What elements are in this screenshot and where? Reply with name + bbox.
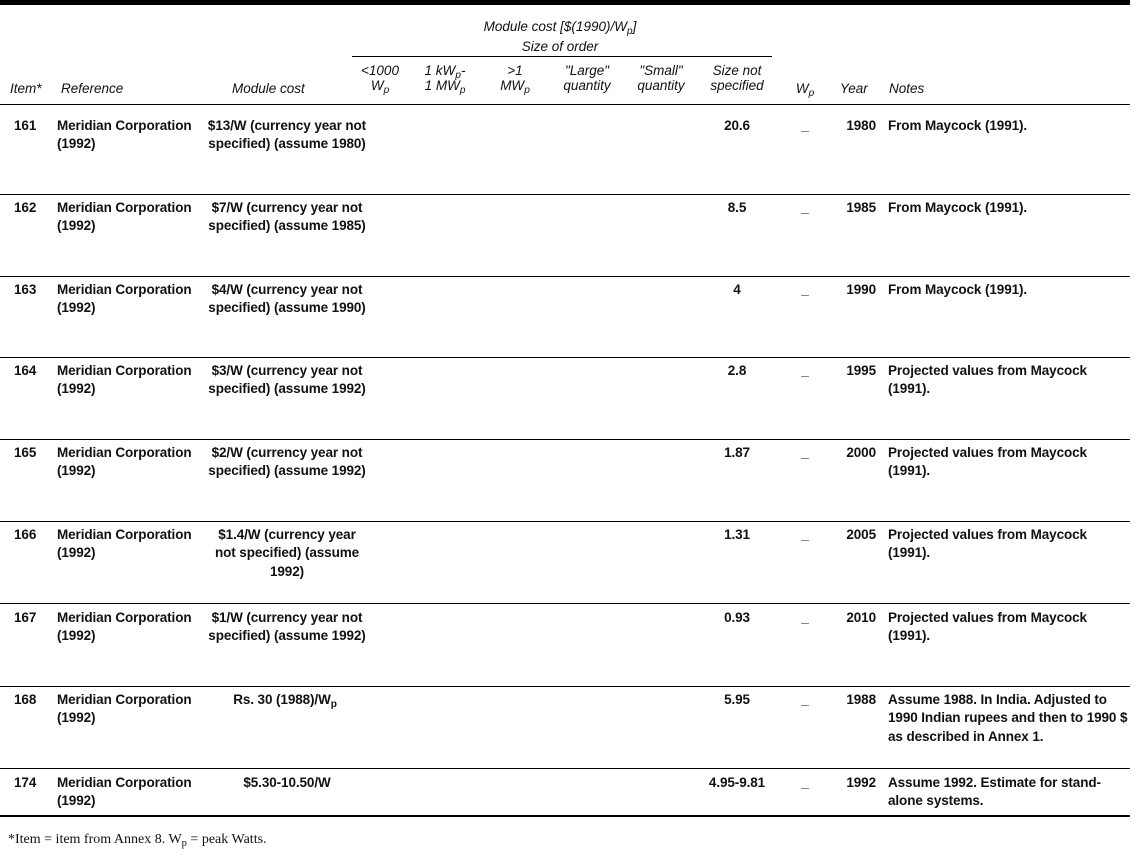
row-rule [0,194,1130,195]
module-cost: $13/W (currency year not specified) (assume 1980) [207,118,367,152]
size-not-specified: 4 [733,282,741,297]
top-rule [0,0,1130,5]
wp-value: _ [801,775,809,790]
wp-value: _ [801,445,809,460]
group-title: Module cost $[\$(1990)/W_p]$ [483,19,637,37]
module-cost: $1.4/W (currency year not specified) (assume 1992) [214,527,360,579]
wp-value: _ [801,200,809,215]
item-number: 165 [14,445,37,460]
col-header-small-quantity: "Small" quantity [637,63,685,93]
module-cost: $5.30-10.50/W [243,775,331,790]
group-subtitle: Size of order [521,39,599,54]
wp-value: _ [801,118,809,133]
col-header-gt1mw: >1 $MW_p$ [500,63,530,96]
module-cost: $4/W (currency year not specified) (assume 1990) [208,282,366,316]
reference: Meridian Corporation (1992) [57,200,192,234]
item-number: 164 [14,363,37,378]
col-header-1kw-1mw: 1 $kW_p-$ 1 $MW_p$ [424,63,466,96]
notes: Projected values from Maycock (1991). [888,445,1087,479]
year: 2005 [846,527,876,542]
notes: Projected values from Maycock (1991). [888,527,1087,561]
module-cost: Rs. 30 $(1988)/W_p$ [233,692,337,710]
size-not-specified: 1.87 [724,445,750,460]
row-rule [0,276,1130,277]
item-number: 168 [14,692,37,707]
module-cost: $1/W (currency year not specified) (assume 1992) [208,610,366,644]
group-underline [352,56,772,57]
size-not-specified: 1.31 [724,527,750,542]
notes: Assume 1992. Estimate for stand-alone systems. [888,775,1101,809]
year: 1990 [846,282,876,297]
col-header-large-quantity: "Large" quantity [563,63,611,93]
year: 1980 [846,118,876,133]
item-number: 163 [14,282,37,297]
size-not-specified: 0.93 [724,610,750,625]
row-rule [0,603,1130,604]
year: 1992 [846,775,876,790]
reference: Meridian Corporation (1992) [57,363,192,397]
year: 2000 [846,445,876,460]
notes: From Maycock (1991). [888,282,1028,297]
wp-value: _ [801,363,809,378]
table-bottom-rule [0,815,1130,817]
wp-value: _ [801,692,809,707]
reference: Meridian Corporation (1992) [57,692,192,726]
col-header-reference: Reference [61,81,124,96]
size-not-specified: 4.95-9.81 [708,775,766,790]
row-rule [0,439,1130,440]
reference: Meridian Corporation (1992) [57,775,192,809]
wp-value: _ [801,610,809,625]
wp-value: _ [801,527,809,542]
module-cost: $7/W (currency year not specified) (assume 1985) [208,200,366,234]
header-rule [0,104,1130,105]
year: 2010 [846,610,876,625]
module-cost: $3/W (currency year not specified) (assume 1992) [208,363,366,397]
item-number: 161 [14,118,37,133]
reference: Meridian Corporation (1992) [57,282,192,316]
year: 1985 [846,200,876,215]
row-rule [0,521,1130,522]
item-number: 167 [14,610,37,625]
reference: Meridian Corporation (1992) [57,118,192,152]
row-rule [0,357,1130,358]
item-number: 162 [14,200,37,215]
notes: From Maycock (1991). [888,200,1028,215]
col-header-item: Item* [10,81,42,96]
notes: Assume 1988. In India. Adjusted to 1990 Indian rupees and then to 1990 $ as described in Annex 1. [888,692,1128,744]
reference: Meridian Corporation (1992) [57,445,192,479]
notes: Projected values from Maycock (1991). [888,363,1087,397]
reference: Meridian Corporation (1992) [57,610,192,644]
size-not-specified: 8.5 [727,200,747,215]
col-header-module-cost: Module cost [232,81,305,96]
module-cost: $2/W (currency year not specified) (assume 1992) [208,445,366,479]
item-number: 166 [14,527,37,542]
size-not-specified: 5.95 [724,692,750,707]
footnote: *Item = item from Annex 8. $W_p$ = peak Watts. [8,832,267,849]
size-not-specified: 2.8 [727,363,747,378]
row-rule [0,768,1130,769]
col-header-year: Year [840,81,868,96]
notes: Projected values from Maycock (1991). [888,610,1087,644]
notes: From Maycock (1991). [888,118,1028,133]
year: 1988 [846,692,876,707]
size-not-specified: 20.6 [724,118,750,133]
col-header-wp: $W_p$ [795,81,815,99]
item-number: 174 [14,775,37,790]
year: 1995 [846,363,876,378]
col-header-lt1000: <1000 $W_p$ [361,63,399,96]
wp-value: _ [801,282,809,297]
col-header-size-not-specified: Size not specified [710,63,764,93]
col-header-notes: Notes [889,81,925,96]
reference: Meridian Corporation (1992) [57,527,192,561]
row-rule [0,686,1130,687]
